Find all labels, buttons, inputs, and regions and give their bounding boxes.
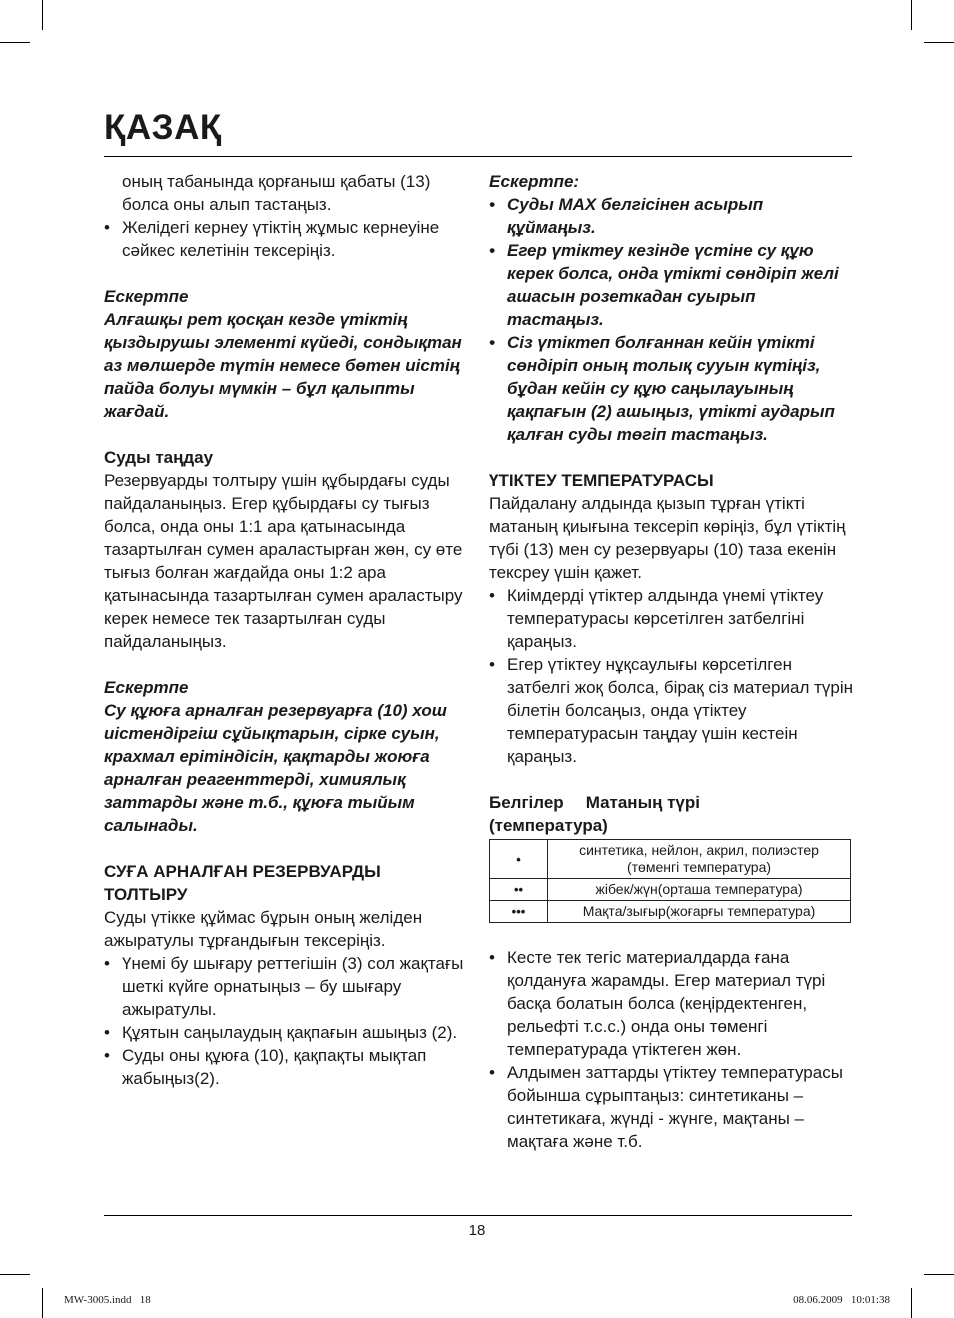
section-text-fill: Суды үтікке құймас бұрын оның желіден ажыратулы тұрғандығын тексеріңіз. (104, 908, 423, 950)
fabric-type: жібек/жүн(орташа температура) (548, 879, 851, 901)
note-list-item: • Суды MAX белгісінен асырып құймаңыз. (489, 193, 853, 239)
note-list-item: • Сіз үтіктеп болғаннан кейін үтікті сөндіріп оның толық сууын күтіңіз, бұдан кейін су құю саңылауының қақпағын (2) ашыңыз, үтікті аударып қалған суды төгіп тастаңыз. (489, 331, 853, 446)
left-column (104, 170, 466, 1090)
fabric-type: Мақта/зығыр(жоғарғы температура) (548, 901, 851, 923)
footer-rule (104, 1215, 852, 1216)
table-caption-symbols: Белгілер (489, 793, 564, 812)
crop-mark (0, 42, 30, 43)
page-number: 18 (468, 1222, 486, 1239)
crop-mark (42, 1288, 43, 1318)
note-heading: Ескертпе (104, 678, 189, 697)
table-caption (489, 791, 853, 814)
header-rule (104, 156, 852, 157)
list-item: • Құятын саңылаудың қақпағын ашыңыз (2). (104, 1021, 466, 1044)
temperature-symbol: ••• (490, 901, 548, 923)
table-row (490, 840, 851, 879)
table-caption-fabric: Матаның түрі (585, 793, 700, 812)
section-heading-water: Суды таңдау (104, 448, 214, 467)
note-list-item: • Егер үтіктеу кезінде үстіне су құю керек болса, онда үтікті сөндіріп желі ашасын розеткадан суырып тастаңыз. (489, 239, 853, 331)
temperature-symbol: •• (490, 879, 548, 901)
temperature-table (489, 839, 851, 923)
list-item: • Алдымен заттарды үтіктеу температурасы бойынша сұрыптаңыз: синтетиканы – синтетикаға, жүнді - жүнге, мақтаны – мақтаға және т.б. (489, 1061, 853, 1153)
section-heading-fill: СУҒА АРНАЛҒАН РЕЗЕРВУАРДЫ ТОЛТЫРУ (104, 862, 381, 904)
list-item: • Егер үтіктеу нұқсаулығы көрсетілген затбелгі жоқ болса, бірақ сіз материал түрін білетін болсаңыз, онда үтіктеу температурасын таңдау үшін кестеін қараңыз. (489, 653, 853, 768)
note-text: Су құюға арналған резервуарға (10) хош иістендіргіш сұйықтарын, сірке суын, крахмал ерітіндісін, қақтарды жоюға арналған реагенттерді, химиялық заттарды және т.б., құюға тыйым салынады. (104, 701, 447, 835)
section-text-temperature: Пайдалану алдында қызып тұрған үтікті матаның қиығына тексеріп көріңіз, бұл үтіктің түбі (13) мен су резервуары (10) таза екенін тексреу үшін қажет. (489, 494, 846, 582)
crop-mark (42, 0, 43, 30)
crop-mark (924, 1274, 954, 1275)
crop-mark (911, 1288, 912, 1318)
note-heading: Ескертпе (104, 287, 189, 306)
note-text: Алғашқы рет қосқан кезде үтіктің қыздырушы элементі күйеді, сондықтан аз мөлшерде түтін немесе бөтен иістің пайда болуы мүмкін – бұл қалыпты жағдай. (104, 310, 462, 421)
intro-text: оның табанында қорғаныш қабаты (13) болса оны алып тастаңыз. (122, 172, 431, 214)
table-row (490, 879, 851, 901)
fabric-type: синтетика, нейлон, акрил, полиэстер (төменгі температура) (548, 840, 851, 879)
right-column (489, 170, 853, 1153)
list-item: • Желідегі кернеу үтіктің жұмыс кернеуіне сәйкес келетінін тексеріңіз. (104, 216, 466, 262)
list-item: • Кесте тек тегіс материалдарда ғана қолдануға жарамды. Егер материал түрі басқа болатын болса (кеңірдектенген, рельефті т.с.с.) онда оны төменгі температурада үтіктеген жөн. (489, 946, 853, 1061)
table-caption-temperature: (температура) (489, 816, 608, 835)
temperature-symbol: • (490, 840, 548, 879)
crop-mark (0, 1274, 30, 1275)
crop-mark (924, 42, 954, 43)
page-title: ҚАЗАҚ (104, 108, 222, 147)
list-item: • Киімдерді үтіктер алдында үнемі үтіктеу температурасы көрсетілген затбелгіні қараңыз. (489, 584, 853, 653)
timestamp-slug: 08.06.2009 10:01:38 (793, 1294, 890, 1306)
list-item: • Үнемі бу шығару реттегішін (3) сол жақтағы шеткі күйге орнатыңыз – бу шығару ажыратулы. (104, 952, 466, 1021)
section-heading-temperature: ҮТІКТЕУ ТЕМПЕРАТУРАСЫ (489, 471, 714, 490)
crop-mark (911, 0, 912, 30)
table-row (490, 901, 851, 923)
note-heading: Ескертпе: (489, 172, 580, 191)
file-slug: MW-3005.indd 18 (64, 1294, 151, 1306)
section-text-water: Резервуарды толтыру үшін құбырдағы суды пайдаланыңыз. Егер құбырдағы су тығыз болса, онда оны 1:1 ара қатынасында тазартылған сумен араластырған жөн, су өте тығыз болған жағдайда оны 1:2 ара қатынасында тазартылған сумен араластыру керек немесе тек тазартылған суды пайдаланыңыз. (104, 471, 463, 651)
list-item: • Суды оны құюға (10), қақпақты мықтап жабыңыз(2). (104, 1044, 466, 1090)
